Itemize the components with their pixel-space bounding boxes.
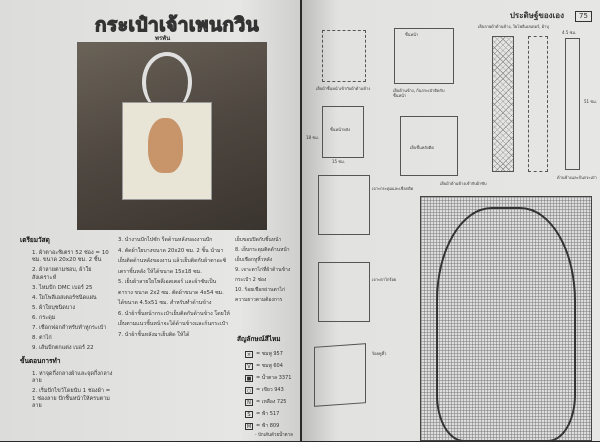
legend-label: = ฟ้า 517 — [256, 411, 280, 417]
author: พรพัน — [155, 35, 171, 42]
legend-note: - ปักเส้นด้วยน้ำตาล — [255, 433, 293, 438]
step-item: 3. นำงานปักไปซัก รีดด้านหลังของงานปัก — [118, 237, 213, 243]
material-item: 2. ผ้าลายตามชอบ, ผ้าใยสังเคราะห์ — [32, 267, 92, 281]
symbol-icon: V — [245, 363, 253, 370]
symbol-icon: M — [246, 423, 252, 430]
penguin-pattern — [436, 207, 576, 442]
legend-label: = ฟ้า 809 — [256, 423, 280, 429]
back-piece-diagram — [322, 106, 364, 158]
material-item: 7. เชือกฟอกสำหรับทำหูกระเป๋า — [32, 324, 107, 331]
step-item: 6. นำผ้าชิ้นหน้ากระเป๋าเย็บติดกับด้านข้าง โดยให้เย็บตามแนวชิ้นหน้าจะได้ด้านข้างและก้นกระเป๋า — [118, 310, 230, 327]
diagram-label: เย็บชิ้นหลังติด — [410, 145, 434, 150]
bag-step-3-diagram — [314, 343, 366, 407]
fabric-piece-diagram — [322, 30, 366, 82]
dimension-label: 18 ซม. — [306, 135, 319, 140]
dimension-label: 51 ซม. — [584, 99, 597, 104]
penguin-bag — [122, 102, 212, 200]
material-item: 5. ผ้าใยบุชนิดบาง — [32, 304, 76, 311]
legend-item — [245, 386, 284, 394]
symbol-icon: N — [245, 399, 253, 406]
front-piece-diagram — [394, 28, 454, 84]
legend-label: = เหลือง 725 — [256, 399, 287, 405]
diagram-label: เย็บผ้าชิ้นหน้าเข้ากับผ้าด้านข้าง — [316, 86, 371, 91]
step-item: 2. เริ่มปักไขว้โดยนับ 1 ช่องผ้า = 1 ช่องลาย ปักชิ้นหน้าให้ครบตามลาย — [32, 388, 111, 409]
diagram-label: ชิ้นหน้า — [405, 32, 419, 37]
cross-stitch-chart — [420, 196, 592, 441]
symbol-icon: × — [246, 351, 252, 358]
legend-item — [245, 422, 279, 430]
bag-photo — [77, 42, 267, 230]
symbol-icon: ■ — [246, 375, 252, 382]
symbol-icon: ○ — [246, 387, 252, 394]
step-item: 9. เจาะตาไก่ที่ผ้าด้านข้างกระเป๋า 2 ช่อง — [235, 267, 291, 283]
page-number: 75 — [575, 11, 592, 22]
material-item: 8. ตาไก่ — [32, 334, 52, 341]
materials-heading: เตรียมวัสดุ — [20, 236, 50, 244]
quilted-strip-diagram — [492, 36, 514, 172]
steps-column-3 — [235, 235, 297, 305]
steps-column-2 — [118, 235, 230, 340]
material-item: 3. ไหมปัก DMC เบอร์ 25 — [32, 284, 93, 291]
legend-item — [245, 350, 283, 358]
symbol-icon: S — [245, 411, 253, 418]
bag-step-2-diagram — [318, 262, 370, 322]
material-item: 1. ผ้าตาอะซิเตรา 52 ช่อง = 10 ซม. ขนาด 20x20 ซม. 2 ชิ้น — [32, 249, 109, 263]
diagram-label: เย็บผ้าด้านข้างเข้ากับผ้าซับ — [440, 181, 487, 186]
legend-item — [245, 374, 291, 382]
steps-heading: ขั้นตอนการทำ — [20, 357, 61, 365]
legend-label: = น้ำตาล 3371 — [256, 375, 292, 381]
material-item: 9. เส้นปักตกแต่ง เบอร์ 22 — [32, 344, 94, 351]
diagram-label: ร้อยหูหิ้ว — [372, 351, 387, 356]
dimension-label: 4.5 ซม. — [562, 30, 577, 35]
legend-label: = ชมพู 957 — [256, 351, 283, 357]
penguin-embroidery — [148, 118, 183, 173]
step-item: 1. หาจุดกึ่งกลางผ้าและจุดกึ่งกลางลาย — [32, 370, 113, 384]
side-strip-diagram — [565, 38, 580, 170]
bag-step-1-diagram — [318, 175, 370, 235]
diagram-label: เจาะตาไก่ร้อย — [372, 277, 397, 282]
left-page — [0, 0, 300, 441]
step-item: 4. ตัดผ้าใยบางขนาด 20x20 ซม. 2 ชิ้น นำมาเย็บติดด้านหลังของงาน แล้วเย็บติดกับผ้าตาอะซิเตราชิ้นหลัง ให้ได้ขนาด 15x18 ซม. — [118, 247, 227, 275]
step-item: 10. ร้อยเชือกผ่านตาไก่ความยาวตามต้องการ — [235, 287, 286, 303]
diagram-label: เย็บลายผ้าด้านข้าง, ใยโพลีเอสเตอร์, ผ้าบุ — [478, 24, 549, 29]
step-item: 5. เย็บผ้าลายใยโพลีเอสเตอร์ และผ้าซับเป็นตาราง ขนาด 2x2 ซม. ตัดผ้าขนาด 4x54 ซม. ได้ขนาด 4.5x51 ซม. สำหรับทำด้านข้าง — [118, 279, 224, 306]
diagram-label: ชิ้นหน้าหลัง — [330, 127, 351, 132]
legend-item — [245, 362, 283, 370]
legend-item — [245, 398, 286, 406]
lining-strip-diagram — [528, 36, 548, 172]
legend-heading: สัญลักษณ์สีไหม — [237, 335, 281, 343]
materials-column — [20, 237, 114, 413]
article-title: กระเป๋าเจ้าเพนกวิน — [95, 14, 260, 36]
material-item: 4. ใยโพลีเอสเตอร์ชนิดแผ่น — [32, 294, 97, 301]
step-item: 8. เย็บกระดุมติดด้านหน้าเย็บเชือกหูหิ้วหลัง — [235, 247, 290, 263]
legend-label: = ชมพู 604 — [256, 363, 283, 369]
step-item: เย็บขอบปิดกับชิ้นหน้า — [235, 237, 282, 243]
diagram-label: เย็บด้านข้าง, ก้นกระเป๋าติดกับชิ้นหน้า — [393, 88, 445, 99]
diagram-label: ด้านข้างและก้นกระเป๋า — [557, 175, 597, 180]
section-header: ประดิษฐ์ของเอง — [509, 11, 564, 20]
dimension-label: 15 ซม. — [332, 159, 345, 164]
legend-label: = เขียว 943 — [256, 387, 284, 393]
material-item: 6. กระดุม — [32, 314, 56, 321]
legend-item — [245, 410, 279, 418]
step-item: 7. นำผ้าชิ้นหลังมาเย็บติด ให้ได้ — [118, 331, 190, 338]
diagram-label: เจาะกระดุมและเชือกติด — [372, 186, 414, 191]
